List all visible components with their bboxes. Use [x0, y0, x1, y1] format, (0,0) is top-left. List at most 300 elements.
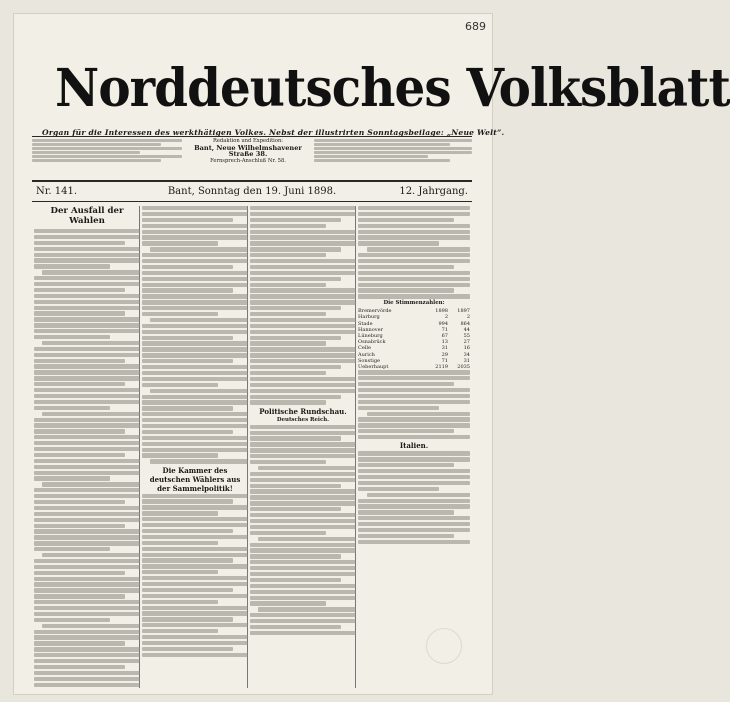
text-line: [34, 294, 140, 298]
text-line: [142, 294, 248, 298]
text-line: [142, 582, 248, 586]
text-line: [358, 528, 470, 532]
lead-article-body: [34, 229, 140, 687]
text-line: [34, 571, 125, 575]
text-line: [250, 543, 356, 547]
text-line: [142, 365, 248, 369]
text-line: [34, 471, 140, 475]
text-line: [142, 306, 248, 310]
text-line: [358, 253, 470, 257]
text-line: [34, 512, 140, 516]
vote-table-cell-b: 1897: [457, 308, 470, 315]
notice-body: [142, 494, 248, 657]
text-line: [34, 541, 140, 545]
text-line: [42, 270, 140, 274]
text-line: [250, 265, 356, 269]
text-line: [250, 271, 356, 275]
text-line: [142, 241, 218, 245]
text-line: [34, 665, 125, 669]
text-line: [358, 394, 470, 398]
text-line: [358, 516, 470, 520]
text-line: [34, 453, 125, 457]
text-line: [142, 641, 248, 645]
text-line: [250, 460, 326, 464]
text-line: [142, 523, 248, 527]
text-line: [34, 418, 140, 422]
text-line: [358, 457, 470, 461]
text-line: [142, 218, 233, 222]
text-line: [250, 454, 356, 458]
text-line: [34, 264, 110, 268]
text-line: [250, 365, 341, 369]
vote-table-cell-label: Osnabrück: [358, 339, 386, 346]
vote-table-cell-label: Ueberhaupt: [358, 364, 389, 371]
text-line: [142, 395, 248, 399]
text-line: [34, 577, 140, 581]
text-line: [34, 459, 140, 463]
text-line: [142, 265, 233, 269]
text-line: [142, 623, 248, 627]
vote-table-cell-a: 2119: [435, 364, 448, 371]
text-line: [250, 353, 356, 357]
text-line: [34, 606, 140, 610]
editorial-address: [186, 138, 310, 164]
text-line: [150, 389, 248, 393]
text-line: [142, 588, 233, 592]
text-line: [358, 400, 470, 404]
vote-table-cell-label: Lüneburg: [358, 333, 383, 340]
text-line: [250, 425, 356, 429]
text-line: [142, 494, 248, 498]
text-line: [250, 336, 341, 340]
text-line: [250, 578, 341, 582]
text-line: [42, 553, 140, 557]
text-line: [142, 235, 248, 239]
text-line: [142, 547, 248, 551]
vote-table-cell-label: Bremervörde: [358, 308, 392, 315]
text-line: [34, 258, 140, 262]
text-line: [142, 277, 248, 281]
text-line: [34, 353, 140, 357]
text-line: [250, 253, 326, 257]
text-line: [250, 431, 356, 435]
text-line: [142, 336, 233, 340]
vote-table-cell-a: 29: [441, 351, 448, 358]
text-line: [250, 371, 326, 375]
text-line: [250, 495, 356, 499]
notice-title: Die Kammer des deutschen Wählers aus der Sammelpolitik!: [149, 465, 241, 493]
text-line: [250, 489, 356, 493]
text-line: [34, 247, 140, 251]
text-line: [34, 406, 110, 410]
text-line: [358, 406, 439, 410]
column-4: [358, 206, 470, 688]
text-line: [250, 601, 326, 605]
text-line: [142, 448, 248, 452]
text-line: [142, 212, 248, 216]
text-line: [250, 472, 356, 476]
vote-table-cell-b: 2: [466, 314, 470, 321]
text-line: [142, 347, 248, 351]
text-line: [142, 436, 248, 440]
editorial-label: Redaktion und Expedition:: [212, 138, 284, 144]
text-line: [250, 631, 356, 635]
text-line: [34, 647, 140, 651]
text-line: [34, 306, 140, 310]
text-line: [142, 324, 248, 328]
text-line: [150, 459, 248, 463]
vote-table-title: Die Stimmenzahlen:: [383, 300, 445, 307]
place-date: Bant, Sonntag den 19. Juni 1898.: [167, 186, 337, 197]
text-line: [142, 341, 248, 345]
column-4-top-body: [358, 206, 470, 299]
text-line: [142, 353, 248, 357]
text-line: [142, 594, 248, 598]
text-line: [34, 488, 140, 492]
text-line: [142, 288, 233, 292]
text-line: [250, 554, 341, 558]
text-line: [142, 224, 248, 228]
text-line: [250, 312, 326, 316]
text-line: [142, 259, 248, 263]
issue-number: Nr. 141.: [36, 186, 78, 197]
text-line: [250, 300, 356, 304]
text-line: [142, 529, 233, 533]
text-line: [358, 294, 470, 298]
text-line: [34, 229, 140, 233]
vote-table-cell-label: Celle: [358, 345, 371, 352]
text-line: [358, 429, 454, 433]
volume-year: 12. Jahrgang.: [399, 186, 468, 197]
text-line: [250, 224, 326, 228]
text-line: [34, 376, 140, 380]
text-line: [250, 436, 341, 440]
text-line: [358, 417, 470, 421]
text-line: [142, 653, 248, 657]
text-line: [34, 253, 140, 257]
text-line: [34, 364, 140, 368]
text-line: [250, 478, 356, 482]
text-line: [142, 517, 248, 521]
library-stamp: [426, 628, 462, 664]
text-line: [142, 253, 248, 257]
text-line: [142, 383, 218, 387]
column-3: [250, 206, 356, 688]
text-line: [34, 677, 140, 681]
vote-table-cell-b: 55: [463, 333, 470, 340]
text-line: [250, 507, 341, 511]
text-line: [250, 613, 356, 617]
text-line: [34, 311, 125, 315]
text-line: [34, 235, 140, 239]
text-line: [34, 429, 125, 433]
text-line: [34, 630, 140, 634]
advertising-info: [314, 138, 472, 176]
editorial-street: Bant, Neue Wilhelmshavener Straße 38.: [194, 143, 302, 159]
vote-table-cell-label: Sonstige: [358, 357, 380, 364]
text-line: [250, 230, 356, 234]
text-line: [142, 606, 248, 610]
text-line: [258, 607, 356, 611]
text-line: [34, 559, 140, 563]
text-line: [250, 389, 356, 393]
section-title-politics: Politische Rundschau.: [259, 406, 347, 416]
text-line: [142, 564, 248, 568]
text-line: [142, 499, 233, 503]
text-line: [34, 476, 110, 480]
vote-table-cell-a: 67: [441, 333, 448, 340]
text-line: [250, 584, 356, 588]
text-line: [258, 537, 356, 541]
text-line: [142, 558, 233, 562]
text-line: [358, 259, 470, 263]
text-line: [142, 359, 233, 363]
text-line: [42, 341, 140, 345]
text-line: [358, 451, 470, 455]
text-line: [34, 329, 140, 333]
editorial-phone: Fernsprech-Anschluß Nr. 58.: [210, 157, 286, 164]
text-line: [142, 312, 218, 316]
text-line: [250, 294, 356, 298]
text-line: [250, 442, 356, 446]
subscription-info: [32, 138, 182, 176]
text-line: [250, 277, 341, 281]
text-line: [250, 484, 341, 488]
vote-table-cell-label: Aurich: [358, 351, 375, 358]
text-line: [250, 247, 341, 251]
text-line: [358, 277, 470, 281]
text-line: [34, 347, 140, 351]
text-line: [258, 466, 356, 470]
text-line: [34, 441, 140, 445]
text-line: [142, 206, 248, 210]
text-line: [142, 271, 248, 275]
text-line: [142, 412, 248, 416]
text-line: [358, 487, 439, 491]
dateline: [32, 184, 472, 200]
text-line: [34, 276, 140, 280]
text-line: [34, 435, 140, 439]
text-line: [34, 671, 140, 675]
text-line: [142, 535, 248, 539]
text-line: [34, 565, 140, 569]
text-line: [250, 395, 341, 399]
text-line: [358, 370, 470, 374]
text-line: [150, 247, 248, 251]
text-line: [250, 318, 356, 322]
vote-table-cell-a: 1898: [435, 308, 448, 315]
text-line: [358, 235, 470, 239]
text-line: [250, 548, 356, 552]
vote-table-cell-b: 44: [463, 326, 470, 333]
text-line: [358, 499, 470, 503]
lead-article-title: Der Ausfall der Wahlen: [50, 206, 124, 226]
text-line: [34, 335, 110, 339]
vote-table: [358, 308, 470, 370]
rule-above-dateline: [32, 180, 472, 182]
text-line: [250, 341, 326, 345]
text-line: [358, 230, 470, 234]
text-line: [34, 641, 125, 645]
rule-below-dateline: [32, 201, 472, 202]
text-line: [358, 481, 470, 485]
text-line: [250, 218, 341, 222]
vote-table-cell-a: 71: [441, 357, 448, 364]
text-line: [142, 283, 248, 287]
text-line: [250, 619, 356, 623]
text-line: [367, 247, 470, 251]
text-line: [142, 377, 248, 381]
text-line: [142, 576, 248, 580]
vote-table-cell-b: 34: [463, 351, 470, 358]
text-line: [358, 540, 470, 544]
text-line: [358, 271, 470, 275]
text-line: [250, 212, 356, 216]
rule-top: [32, 136, 472, 137]
text-line: [34, 524, 125, 528]
text-line: [250, 519, 356, 523]
text-line: [367, 493, 470, 497]
text-line: [34, 241, 125, 245]
vote-table-cell-b: 16: [463, 345, 470, 352]
text-line: [142, 647, 233, 651]
text-line: [34, 317, 140, 321]
text-line: [250, 359, 356, 363]
text-line: [250, 324, 356, 328]
text-line: [142, 453, 218, 457]
text-line: [250, 596, 356, 600]
text-line: [250, 330, 356, 334]
country-heading-italy: Italien.: [399, 441, 429, 451]
text-line: [250, 283, 326, 287]
text-line: [42, 482, 140, 486]
text-line: [42, 412, 140, 416]
text-line: [250, 377, 356, 381]
text-line: [142, 330, 248, 334]
text-line: [142, 629, 218, 633]
text-line: [142, 430, 233, 434]
vote-table-cell-b: 31: [463, 357, 470, 364]
text-line: [358, 504, 470, 508]
newspaper-page: [14, 14, 730, 694]
section-subtitle-reich: Deutsches Reich.: [276, 416, 330, 423]
text-line: [34, 518, 140, 522]
text-line: [42, 624, 140, 628]
text-line: [250, 448, 356, 452]
text-line: [34, 323, 140, 327]
politics-body: [250, 425, 356, 635]
text-line: [142, 406, 233, 410]
text-line: [142, 505, 248, 509]
text-line: [34, 423, 140, 427]
vote-table-cell-label: Stade: [358, 320, 373, 327]
text-line: [358, 534, 454, 538]
text-line: [358, 475, 470, 479]
text-line: [34, 359, 125, 363]
text-line: [34, 506, 140, 510]
text-line: [142, 635, 248, 639]
text-line: [250, 306, 341, 310]
text-line: [34, 494, 140, 498]
text-line: [250, 501, 356, 505]
text-line: [142, 541, 218, 545]
text-line: [34, 447, 140, 451]
text-line: [358, 510, 454, 514]
column-2: [142, 206, 248, 688]
text-line: [250, 572, 356, 576]
text-line: [250, 347, 356, 351]
text-line: [358, 388, 470, 392]
text-line: [358, 212, 470, 216]
text-line: [34, 288, 125, 292]
text-line: [250, 513, 356, 517]
text-line: [34, 635, 140, 639]
text-line: [250, 206, 356, 210]
text-line: [358, 423, 470, 427]
text-line: [34, 500, 125, 504]
text-line: [250, 525, 356, 529]
text-line: [358, 206, 470, 210]
text-line: [250, 383, 356, 387]
text-line: [142, 553, 248, 557]
page-number: 689: [465, 20, 486, 33]
column-4-mid-body: [358, 370, 470, 439]
text-line: [142, 442, 248, 446]
text-line: [358, 265, 454, 269]
text-line: [34, 300, 140, 304]
vote-table-cell-a: 13: [441, 339, 448, 346]
text-line: [358, 435, 470, 439]
vote-table-cell-a: 71: [441, 326, 448, 333]
column-2-body: [142, 206, 248, 464]
text-line: [250, 566, 356, 570]
text-line: [34, 465, 140, 469]
text-line: [358, 218, 454, 222]
text-line: [34, 535, 140, 539]
text-line: [142, 611, 248, 615]
text-line: [34, 683, 140, 687]
text-line: [142, 600, 218, 604]
text-line: [150, 318, 248, 322]
text-line: [34, 600, 140, 604]
text-line: [358, 522, 470, 526]
text-line: [34, 547, 110, 551]
vote-table-cell-b: 2035: [457, 364, 470, 371]
text-line: [34, 612, 140, 616]
text-line: [142, 570, 218, 574]
text-line: [34, 618, 110, 622]
text-line: [34, 282, 140, 286]
text-line: [142, 424, 248, 428]
vote-table-cell-a: 2: [444, 314, 448, 321]
text-line: [250, 259, 356, 263]
text-line: [142, 418, 248, 422]
text-line: [250, 241, 356, 245]
text-line: [142, 230, 248, 234]
column-3-top-body: [250, 206, 356, 405]
text-line: [34, 394, 140, 398]
text-line: [34, 653, 140, 657]
vote-table-cell-label: Harburg: [358, 314, 380, 321]
text-line: [358, 463, 454, 467]
text-line: [250, 288, 356, 292]
text-line: [34, 400, 140, 404]
text-line: [34, 594, 125, 598]
column-1: [34, 206, 140, 688]
text-line: [142, 300, 248, 304]
organ-line: Organ für die Interessen des werkthätigen Volkes. Nebst der illustrirten Sonntagsbeilage: „Neue Welt“.: [42, 128, 505, 137]
vote-table-cell-a: 31: [441, 345, 448, 352]
